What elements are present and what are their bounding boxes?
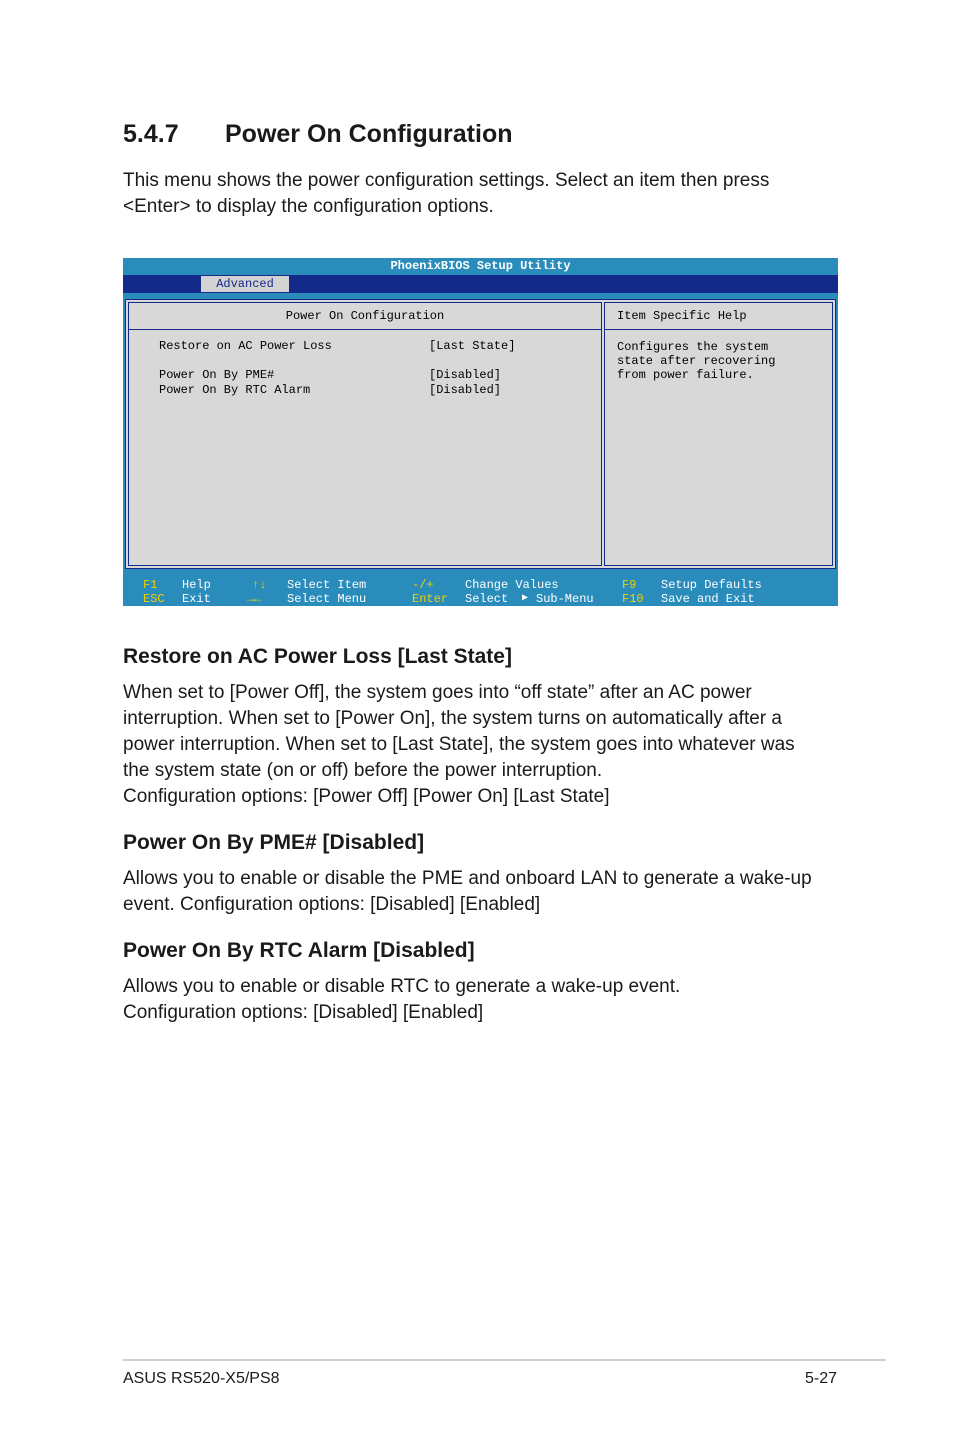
restore-heading: Restore on AC Power Loss [Last State] bbox=[123, 645, 512, 668]
setting-pme-value[interactable]: [Disabled] bbox=[429, 368, 502, 382]
intro-line: This menu shows the power configuration settings. Select an item then press bbox=[123, 170, 770, 191]
bios-keybar bbox=[123, 577, 838, 606]
key-plus-minus: -/+ bbox=[412, 578, 434, 592]
footer-divider bbox=[123, 1359, 886, 1361]
intro-line: <Enter> to display the configuration options. bbox=[123, 196, 494, 217]
arrow-left-right-icon: →← bbox=[247, 592, 262, 606]
section-title: Power On Configuration bbox=[225, 120, 513, 148]
rtc-paragraph bbox=[123, 974, 843, 1026]
key-select-menu-label: Select Menu bbox=[287, 592, 367, 606]
restore-line: power interruption. When set to [Last State], the system goes into whatever was bbox=[123, 734, 795, 755]
bios-menubar bbox=[123, 275, 838, 293]
setting-rtc-value[interactable]: [Disabled] bbox=[429, 383, 502, 397]
section-heading bbox=[123, 120, 513, 149]
help-line: Configures the system bbox=[617, 340, 769, 354]
setting-restore-ac-value[interactable]: [Last State] bbox=[429, 339, 516, 353]
pme-line: event. Configuration options: [Disabled] [Enabled] bbox=[123, 894, 541, 915]
key-enter: Enter bbox=[412, 592, 449, 606]
key-sub-menu-label: Sub-Menu bbox=[536, 592, 594, 606]
pme-heading: Power On By PME# [Disabled] bbox=[123, 831, 425, 854]
rtc-heading: Power On By RTC Alarm [Disabled] bbox=[123, 939, 475, 962]
key-save-exit-label: Save and Exit bbox=[661, 592, 755, 606]
bios-title: PhoenixBIOS Setup Utility bbox=[390, 259, 571, 273]
key-setup-defaults-label: Setup Defaults bbox=[661, 578, 762, 592]
key-select-label: Select bbox=[465, 592, 509, 606]
intro-paragraph bbox=[123, 168, 843, 220]
help-line: from power failure. bbox=[617, 368, 754, 382]
pme-paragraph bbox=[123, 866, 843, 918]
rtc-line: Configuration options: [Disabled] [Enabled] bbox=[123, 1002, 484, 1023]
setting-rtc-label[interactable]: Power On By RTC Alarm bbox=[159, 383, 311, 397]
triangle-right-icon: ▶ bbox=[522, 593, 529, 604]
key-esc: ESC bbox=[143, 592, 165, 606]
section-number: 5.4.7 bbox=[123, 120, 179, 148]
bios-panel bbox=[125, 299, 836, 569]
pme-line: Allows you to enable or disable the PME and onboard LAN to generate a wake-up bbox=[123, 868, 812, 889]
footer-page-number: 5-27 bbox=[804, 1370, 837, 1387]
settings-pane-title: Power On Configuration bbox=[129, 303, 601, 330]
restore-line: Configuration options: [Power Off] [Power On] [Last State] bbox=[123, 786, 610, 807]
key-select-item-label: Select Item bbox=[287, 578, 367, 592]
restore-line: interruption. When set to [Power On], the system turns on automatically after a bbox=[123, 708, 782, 729]
key-change-values-label: Change Values bbox=[465, 578, 559, 592]
key-help-label: Help bbox=[182, 578, 211, 592]
help-pane-title: Item Specific Help bbox=[605, 303, 832, 330]
restore-line: When set to [Power Off], the system goes into “off state” after an AC power bbox=[123, 682, 752, 703]
setting-pme-label[interactable]: Power On By PME# bbox=[159, 368, 275, 382]
tab-advanced[interactable]: Advanced bbox=[201, 276, 289, 292]
restore-paragraph bbox=[123, 680, 843, 810]
help-pane bbox=[604, 302, 833, 566]
footer-product: ASUS RS520-X5/PS8 bbox=[123, 1370, 280, 1387]
setting-restore-ac-label[interactable]: Restore on AC Power Loss bbox=[159, 339, 332, 353]
help-text bbox=[617, 340, 775, 382]
bios-screenshot bbox=[123, 258, 838, 606]
restore-line: the system state (on or off) before the power interruption. bbox=[123, 760, 603, 781]
help-line: state after recovering bbox=[617, 354, 776, 368]
key-f10: F10 bbox=[622, 592, 644, 606]
rtc-line: Allows you to enable or disable RTC to generate a wake-up event. bbox=[123, 976, 681, 997]
key-f1: F1 bbox=[143, 578, 158, 592]
settings-pane bbox=[128, 302, 602, 566]
key-exit-label: Exit bbox=[182, 592, 211, 606]
arrow-up-down-icon: ↑↓ bbox=[252, 578, 267, 592]
key-f9: F9 bbox=[622, 578, 637, 592]
